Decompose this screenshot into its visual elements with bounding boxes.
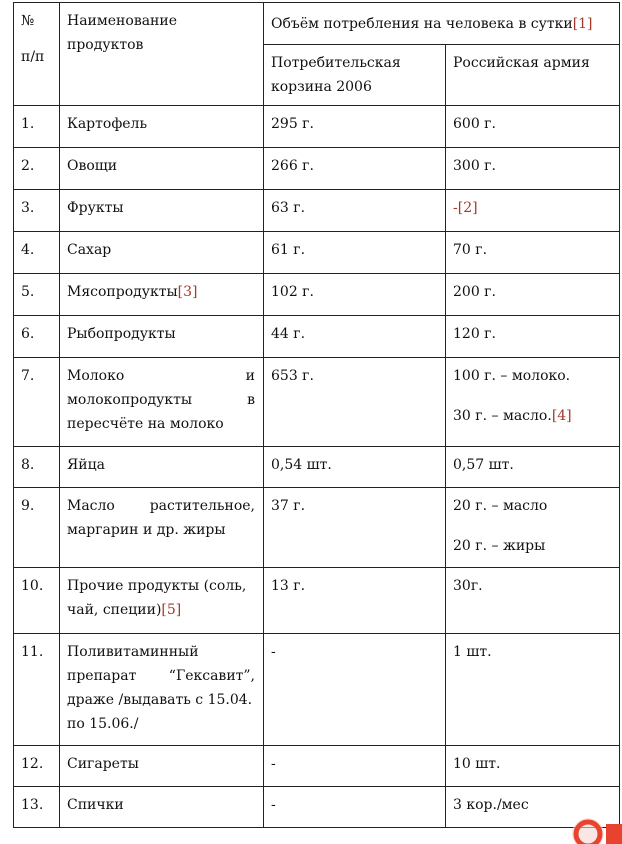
cell-basket: 295 г. [264,106,446,148]
cell-basket: 61 г. [264,232,446,274]
cell-army: 0,57 шт. [446,447,620,488]
header-num [14,3,60,106]
header-army: Российская армия [446,45,620,106]
name-line: Поливитаминный [67,644,199,660]
cell-army: 120 г. [446,316,620,358]
cell-army: 10 шт. [446,746,620,787]
cell-num: 1. [14,106,60,148]
cell-num: 9. [14,488,60,568]
cell-basket: 63 г. [264,190,446,232]
name-word: Молоко [67,368,125,384]
name-line: драже /выдавать с 15.04. [67,692,253,708]
army-line: 20 г. – масло [453,498,548,514]
cell-name: Овощи [60,148,264,190]
cell-name: Рыбопродукты [60,316,264,358]
header-name: Наименование продуктов [60,3,264,106]
cell-army [446,488,620,568]
army-line: 20 г. – жиры [453,538,546,554]
name-line: по 15.06./ [67,716,139,732]
table-row [14,787,620,828]
table-row [14,447,620,488]
cell-army: 200 г. [446,274,620,316]
cell-army: 30г. [446,568,620,634]
header-basket: Потребительская корзина 2006 [264,45,446,106]
cell-basket: 13 г. [264,568,446,634]
cell-name: Спички [60,787,264,828]
army-line: 30 г. – масло. [453,408,552,424]
cell-name [60,568,264,634]
cell-basket: - [264,634,446,746]
cell-num: 10. [14,568,60,634]
cell-basket: - [264,746,446,787]
footnote-link-4[interactable]: [4] [551,408,572,424]
cell-name [60,274,264,316]
cell-army: 70 г. [446,232,620,274]
cell-name [60,634,264,746]
cell-army: 1 шт. [446,634,620,746]
cell-basket: 44 г. [264,316,446,358]
header-num-symbol: № [21,13,35,29]
cell-army: 300 г. [446,148,620,190]
header-num-abbr: п/п [21,49,45,65]
cell-num: 13. [14,787,60,828]
cell-name: Сигареты [60,746,264,787]
cell-basket: 0,54 шт. [264,447,446,488]
cell-basket: - [264,787,446,828]
cell-num: 3. [14,190,60,232]
name-word: “Гексавит”, [168,668,255,684]
header-row [14,3,620,45]
table-row [14,148,620,190]
cell-name [60,358,264,447]
footnote-link-3[interactable]: [3] [177,284,198,300]
table-row [14,488,620,568]
cell-name-text: Мясопродукты [67,284,178,300]
name-word: препарат [67,668,137,684]
name-word: молокопродукты [67,392,193,408]
consumption-table [13,2,620,828]
cell-army [446,358,620,447]
table-row [14,274,620,316]
cell-num: 7. [14,358,60,447]
name-word: в [247,392,255,408]
cell-basket: 266 г. [264,148,446,190]
cell-num: 8. [14,447,60,488]
army-line: 100 г. – молоко. [453,368,571,384]
header-volume-text: Объём потребления на человека в сутки [271,16,573,32]
cell-army: 3 кор./мес [446,787,620,828]
name-word: и [245,368,255,384]
cell-name: Сахар [60,232,264,274]
cell-basket: 653 г. [264,358,446,447]
footnote-link-5[interactable]: [5] [161,602,182,618]
cell-basket: 102 г. [264,274,446,316]
name-line: чай, специи) [67,602,162,618]
table-row [14,634,620,746]
cell-name: Фрукты [60,190,264,232]
cell-name: Картофель [60,106,264,148]
cell-num: 6. [14,316,60,358]
cell-name: Яйца [60,447,264,488]
table-row [14,232,620,274]
cell-num: 5. [14,274,60,316]
name-line: Прочие продукты (соль, [67,578,247,594]
name-word: Масло [67,498,115,514]
circle-logo-icon [566,810,622,844]
footnote-link-1[interactable]: [1] [572,16,593,32]
name-line: маргарин и др. жиры [67,522,226,538]
cell-num: 4. [14,232,60,274]
table-row [14,106,620,148]
table-row [14,190,620,232]
cell-army [446,190,620,232]
table-row [14,358,620,447]
cell-army: 600 г. [446,106,620,148]
cell-num: 11. [14,634,60,746]
header-volume [264,3,620,45]
cell-num: 2. [14,148,60,190]
table-row [14,568,620,634]
cell-num: 12. [14,746,60,787]
dash: - [453,200,458,216]
name-word: растительное, [149,498,255,514]
table-row [14,316,620,358]
cell-basket: 37 г. [264,488,446,568]
table-row [14,746,620,787]
cell-name [60,488,264,568]
footnote-link-2[interactable]: [2] [457,200,478,216]
name-line: пересчёте на молоко [67,416,224,432]
